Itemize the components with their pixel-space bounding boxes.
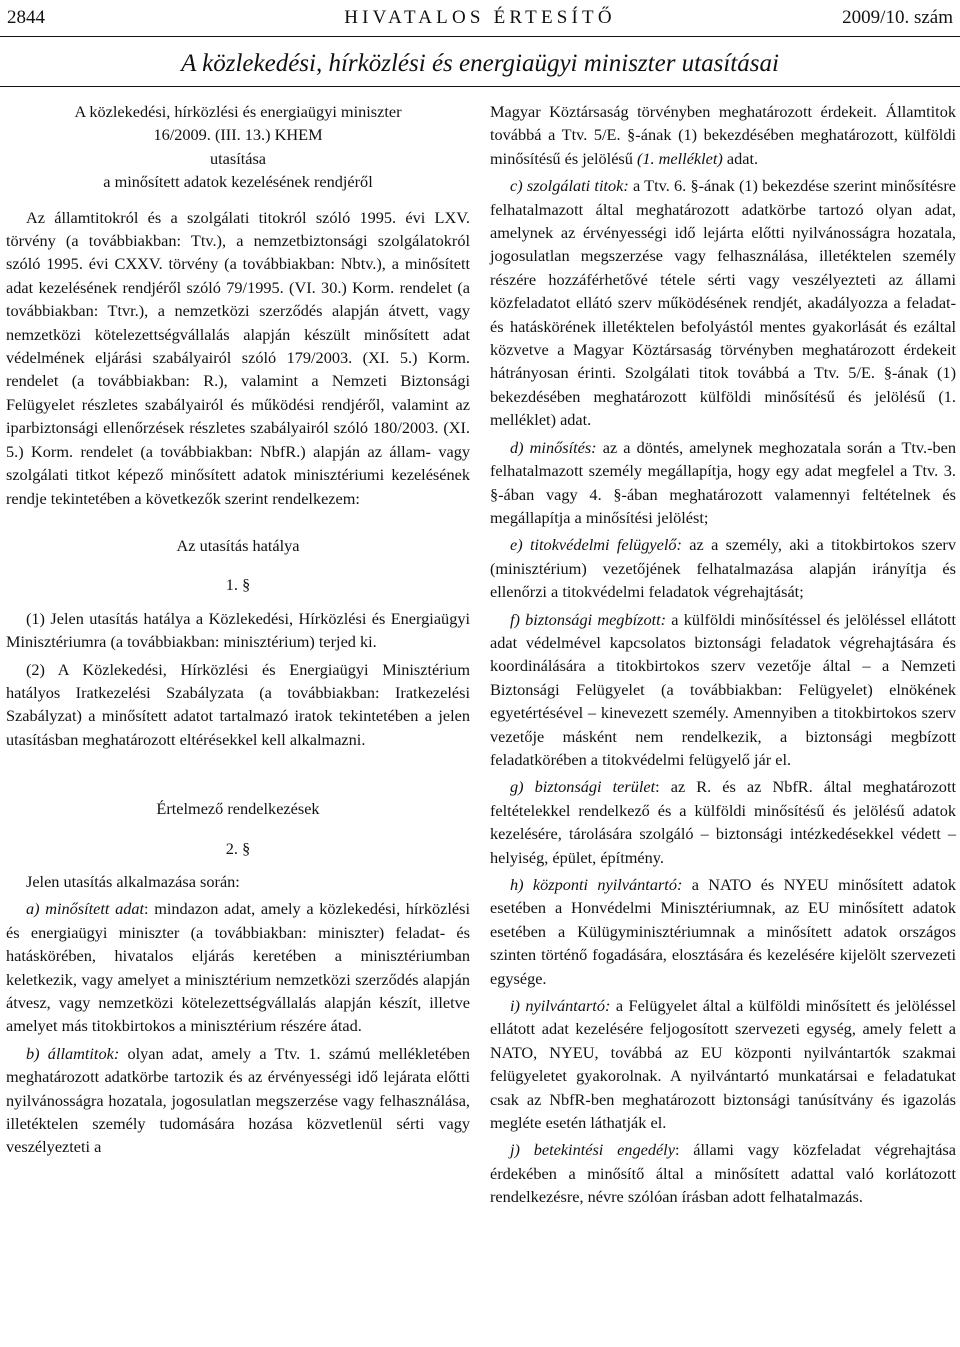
- paragraph-1-2: (2) A Közlekedési, Hírközlési és Energiaügyi Minisztérium hatályos Iratkezelési Szabályzata (a továbbiakban: Iratkezelési Szabályzat) a minősített adatot tartalmazó iratok tekintetében a jelen utasításban meghatározott eltérésekkel kell alkalmazni.: [6, 659, 470, 749]
- term-h: h) központi nyilvántartó:: [510, 875, 683, 894]
- definition-b-cont-end: adat.: [722, 148, 759, 168]
- term-b: b) államtitok:: [26, 1043, 120, 1063]
- paragraph-number-1: 1. §: [225, 575, 251, 595]
- subheading-scope: Az utasítás hatálya: [176, 535, 300, 555]
- definition-g: [490, 775, 956, 869]
- definition-b: [6, 1042, 470, 1159]
- definition-f: [490, 608, 956, 772]
- header-rule: [0, 36, 960, 37]
- definition-d: [490, 436, 956, 530]
- definition-j: [490, 1138, 956, 1208]
- instruction-title: [6, 100, 470, 194]
- paragraph-number-2: 2. §: [225, 838, 251, 858]
- definition-b-cont-text: Magyar Köztársaság törvényben meghatározott érdekeit. Államtitok továbbá a Ttv. 5/E. §-ának (1) bekezdésében meghatározott, külföldi minősítésű és jelölésű: [490, 102, 956, 168]
- term-i: i) nyilvántartó:: [510, 996, 611, 1016]
- definition-c-text: a Ttv. 6. §-ának (1) bekezdése szerint minősítésre felhatalmazott által meghatározott adatkörbe tartozó olyan adat, amelynek az érvényességi idő lejárta előtti nyilvánosságra hozatala, jogosulatlan megszerzése vagy felhasználása, illetéktelen személy részére hozzáférhetővé tétele sérti vagy veszélyezteti az állami közfeladatot ellátó szerv működésének rendjét, akadályozza a feladat- és hatáskörének illetéktelen befolyástól mentes gyakorlását és ezáltal közvetve a Magyar Köztársaság törvényben meghatározott érdekeit hátrányosan érinti. Szolgálati titok továbbá a Ttv. 5/E. §-ának (1) bekezdésében meghatározott külföldi minősítésű és jelölésű (1. melléklet) adat.: [490, 176, 956, 430]
- definition-e: [490, 533, 956, 603]
- issue-number: 2009/10. szám: [842, 7, 953, 28]
- definition-a-text: : mindazon adat, amely a közlekedési, hírközlési és energiaügyi miniszter (a továbbiakban: miniszter) feladat- és hatáskörében, hivatalos eljárás keretében a minisztériumban keletkezik, vagy amelyet a minisztérium nemzetközi szerződés alapján átvesz, vagy nemzetközi kötelezettségvállalás alapján készít, illetve amelyet más titokbirtokos a minisztérium részére átad.: [6, 899, 470, 1036]
- definition-i-text: a Felügyelet által a külföldi minősített és jelöléssel ellátott adat kezelésére feljogosított szervezeti egység, amely felett a NATO, NYEU, továbbá az EU központi nyilvántartók szakmai felügyeletet gyakorolnak. A nyilvántartó munkatársai e feladatukat csak az NbfR-ben meghatározott biztonsági tanúsítvány és igazolás megléte esetén láthatják el.: [490, 996, 956, 1133]
- definition-e-text: az a személy, aki a titokbirtokos szerv (minisztérium) vezetőjének felhatalmazása alapján irányítja és ellenőrzi a titokvédelmi feladatok végrehajtását;: [490, 535, 956, 602]
- title-line: A közlekedési, hírközlési és energiaügyi miniszter: [74, 102, 402, 121]
- term-f: f) biztonsági megbízott:: [510, 609, 667, 629]
- definition-g-text: : az R. és az NbfR. által meghatározott feltételekkel rendelkező és a külföldi minősítésű és jelölésű adatok kezelésére, tárolására szolgáló – biztonsági intézkedésekkel védett – helyiség, épület, építmény.: [490, 777, 956, 867]
- definition-j-text: : állami vagy közfeladat végrehajtása érdekében a minősítő által a minősített adattal való korlátozott rendelkezésre, névre szólóan írásban adott felhatalmazás.: [490, 1140, 956, 1207]
- left-column: [6, 100, 470, 1159]
- definition-b-continued: [490, 100, 956, 170]
- definition-a: [6, 897, 470, 1037]
- preamble: Az államtitokról és a szolgálati titokról szóló 1995. évi LXV. törvény (a továbbiakban: Ttv.), a nemzetbiztonsági szolgálatokról szóló 1995. évi CXXV. törvény (a továbbiakban: Nbtv.), a minősített adat kezelésének rendjéről szóló 79/1995. (VI. 30.) Korm. rendelet (a továbbiakban: Ttvr.), a nemzetközi szerződés alapján átvett, vagy nemzetközi kötelezettségvállalás alapján készült minősített adat védelmének eljárási szabályairól szóló 179/2003. (XI. 5.) Korm. rendelet (a továbbiakban: R.), valamint a Nemzeti Biztonsági Felügyelet részletes szabályairól és működési rendjéről, valamint az iparbiztonsági ellenőrzések részletes szabályairól szóló 180/2003. (XI. 5.) Korm. rendelet (a továbbiakban: NbfR.) alapján az állam- vagy szolgálati titkot képező minősített adatok minisztériumi kezelésének rendje tekintetében a következők szerint rendelkezem:: [6, 207, 470, 508]
- definition-d-text: az a döntés, amelynek meghozatala során a Ttv.-ben felhatalmazott személy megállapítja, hogy egy adat megfelel a Ttv. 3. §-ában vagy 4. §-ában meghatározott valamennyi feltételnek és megállapítja a minősítési jelölést;: [490, 437, 957, 527]
- title-line: utasítása: [209, 148, 267, 168]
- definition-h: [490, 873, 956, 990]
- paragraph-1-1: (1) Jelen utasítás hatálya a Közlekedési, Hírközlési és Energiaügyi Minisztériumra (a továbbiakban: minisztérium) terjed ki.: [6, 608, 470, 652]
- title-line: a minősített adatok kezelésének rendjéről: [103, 172, 373, 192]
- definition-h-text: a NATO és NYEU minősített adatok esetében a Honvédelmi Minisztériumnak, az EU minősített adatok esetében a Külügyminisztériumnak a minősített adatok országos szinten történő fogadására, elosztására és kezelésére kijelölt szervezeti egysége.: [490, 875, 956, 988]
- right-column: [490, 100, 956, 1209]
- definition-c: [490, 174, 956, 431]
- term-a: a) minősített adat: [26, 899, 145, 919]
- section-title: A közlekedési, hírközlési és energiaügyi miniszter utasításai: [181, 50, 779, 77]
- term-c: c) szolgálati titok:: [510, 176, 629, 196]
- title-line: 16/2009. (III. 13.) KHEM: [153, 125, 323, 145]
- definition-i: [490, 994, 956, 1134]
- term-g: g) biztonsági terület: [510, 777, 656, 797]
- term-j: j) betekintési engedély: [510, 1140, 675, 1160]
- subheading-definitions: Értelmező rendelkezések: [156, 799, 320, 819]
- page-number: 2844: [7, 7, 45, 28]
- annex-ref: (1. melléklet): [636, 148, 723, 168]
- definitions-intro: Jelen utasítás alkalmazása során:: [26, 871, 240, 891]
- definition-f-text: a külföldi minősítéssel és jelöléssel ellátott adat védelmével kapcsolatos biztonsági feladatok végrehajtására és koordinálására a titokbirtokos szerv vezetője által – a Nemzeti Biztonsági Felügyelet (a továbbiakban: Felügyelet) elnökének egyetértésével – kinevezett személy. Amennyiben a titokbirtokos szerv vezetője másként nem rendelkezik, a biztonsági megbízott feladatkörében a titokvédelmi felügyelő jár el.: [490, 609, 957, 769]
- definition-b-text: olyan adat, amely a Ttv. 1. számú mellékletében meghatározott adatkörbe tartozik és az érvényességi idő lejárata előtti nyilvánosságra hozatala, jogosulatlan megszerzése vagy felhasználása, illetéktelen személy tudomására hozása közvetlenül sérti vagy veszélyezteti a: [6, 1043, 470, 1157]
- term-e: e) titokvédelmi felügyelő:: [510, 535, 682, 555]
- section-rule: [0, 86, 960, 87]
- term-d: d) minősítés:: [510, 437, 597, 457]
- journal-title: HIVATALOS ÉRTESÍTŐ: [344, 7, 616, 28]
